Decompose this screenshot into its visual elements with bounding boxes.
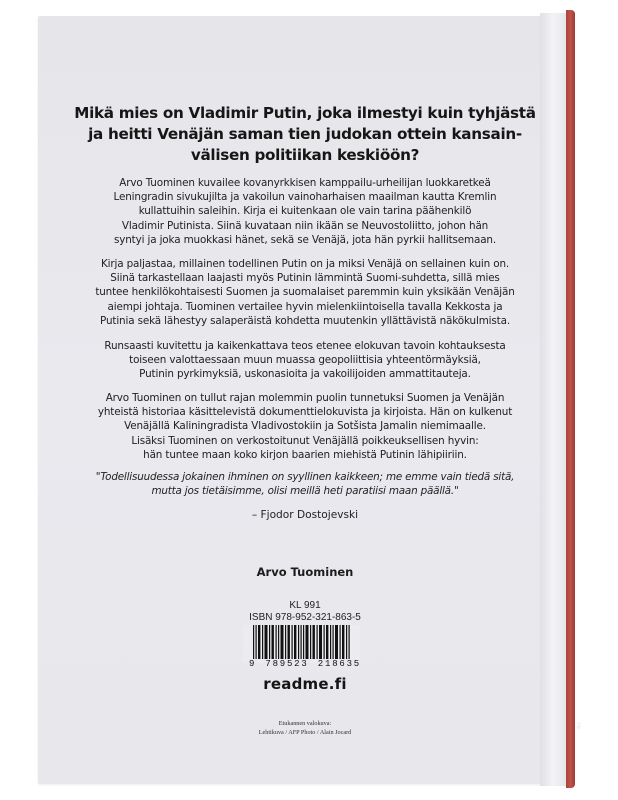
blurb-line: tuntee henkilökohtaisesti Suomen ja suomalaiset paremmin kuin yksikään Venäjän <box>95 286 515 299</box>
blurb-line: Siinä tarkastellaan laajasti myös Putinin lämmintä Suomi-suhdetta, sillä mies <box>110 272 500 285</box>
blurb-line: hän tuntee maan koko kirjon baarien miehistä Putinin lähipiiriin. <box>143 448 467 461</box>
barcode-digits <box>70 659 540 669</box>
quote-attribution: – Fjodor Dostojevski <box>251 509 359 521</box>
blurb-line: Arvo Tuominen on tullut rajan molemmin puolin tunnetuksi Suomen ja Venäjän <box>105 392 505 404</box>
headline-line: ja heitti Venäjän saman tien judokan ottein kansain- <box>88 125 522 143</box>
cover-hinge <box>540 13 568 786</box>
quote-line: "Todellisuudessa jokainen ihminen on syyllinen kaikkeen; me emme vain tiedä sitä, <box>95 471 515 483</box>
library-classification: KL 991 <box>289 600 321 611</box>
headline <box>70 103 540 166</box>
blurb-paragraph-3 <box>70 339 540 382</box>
photo-credit: Lehtikuva / AFP Photo / Alain Jocard <box>258 729 352 736</box>
blurb-line: Runsaasti kuvitettu ja kaikenkattava teos etenee elokuvan tavoin kohtauksesta <box>104 340 506 352</box>
blurb-line: aiempi johtaja. Tuominen vertailee hyvin mielenkiintoisella tavalla Kekkosta ja <box>107 300 503 313</box>
author-name: Arvo Tuominen <box>256 565 354 579</box>
publisher-logo: readme.fi <box>263 675 347 693</box>
barcode-lead-digit: 9 <box>248 659 257 669</box>
headline-line: välisen politiikan keskiöön? <box>190 146 420 164</box>
barcode-right-digits: 218635 <box>317 659 362 669</box>
blurb-line: Kirja paljastaa, millainen todellinen Putin on ja miksi Venäjä on sellainen kuin on. <box>100 258 510 270</box>
blurb-paragraph-2 <box>70 257 540 328</box>
blurb-line: Vladimir Putinista. Siinä kuvataan niin ikään se Neuvostoliitto, johon hän <box>121 219 489 232</box>
photo-credit-label: Etukannen valokuva: <box>278 720 332 727</box>
dostoevsky-quote <box>70 470 540 498</box>
spine-text: re <box>575 722 582 730</box>
blurb-line: Putinin pyrkimyksiä, uskonasioita ja vakoilijoiden ammattitauteja. <box>139 368 471 381</box>
barcode-left-digits: 789523 <box>265 659 309 669</box>
blurb-line: Putinia sekä lähestyy salaperäistä kohdetta muutenkin yllättävistä näkökulmista. <box>100 314 510 327</box>
blurb-line: toiseen valottaessaan muun muassa geopoliittisia yhteentörmäyksiä, <box>129 354 481 367</box>
blurb-paragraph-4 <box>70 391 540 462</box>
blurb-line: yhteistä historiaa käsittelevistä dokumenttielokuvista ja kirjoista. Hän on kulkenut <box>97 406 513 419</box>
blurb-line: Leningradin sivukujilta ja vakoilun vainoharhaisen maailman kautta Kremlin <box>113 191 497 204</box>
blurb-line: Venäjällä Kaliningradista Vladivostokiin ja Sotšista Jamalin niemimaalle. <box>124 420 486 433</box>
headline-line: Mikä mies on Vladimir Putin, joka ilmestyi kuin tyhjästä <box>74 104 536 122</box>
blurb-line: syntyi ja joka muokkasi hänet, sekä se Venäjä, jota hän pyrkii hallitsemaan. <box>113 233 497 246</box>
barcode-icon <box>243 625 360 663</box>
quote-line: mutta jos tietäisimme, olisi meillä heti paratiisi maan päällä." <box>151 485 459 498</box>
blurb-line: kullattuihin saleihin. Kirja ei kuitenkaan ole vain tarina päähenkilö <box>138 205 472 218</box>
blurb-line: Arvo Tuominen kuvailee kovanyrkkisen kamppailu-urheilijan luokkaretkeä <box>119 177 491 189</box>
book-spine-edge <box>566 10 575 788</box>
blurb-line: Lisäksi Tuominen on verkostoitunut Venäjällä poikkeuksellisen hyvin: <box>131 434 479 447</box>
blurb-paragraph-1 <box>70 176 540 247</box>
isbn-text: ISBN 978-952-321-863-5 <box>249 612 361 623</box>
